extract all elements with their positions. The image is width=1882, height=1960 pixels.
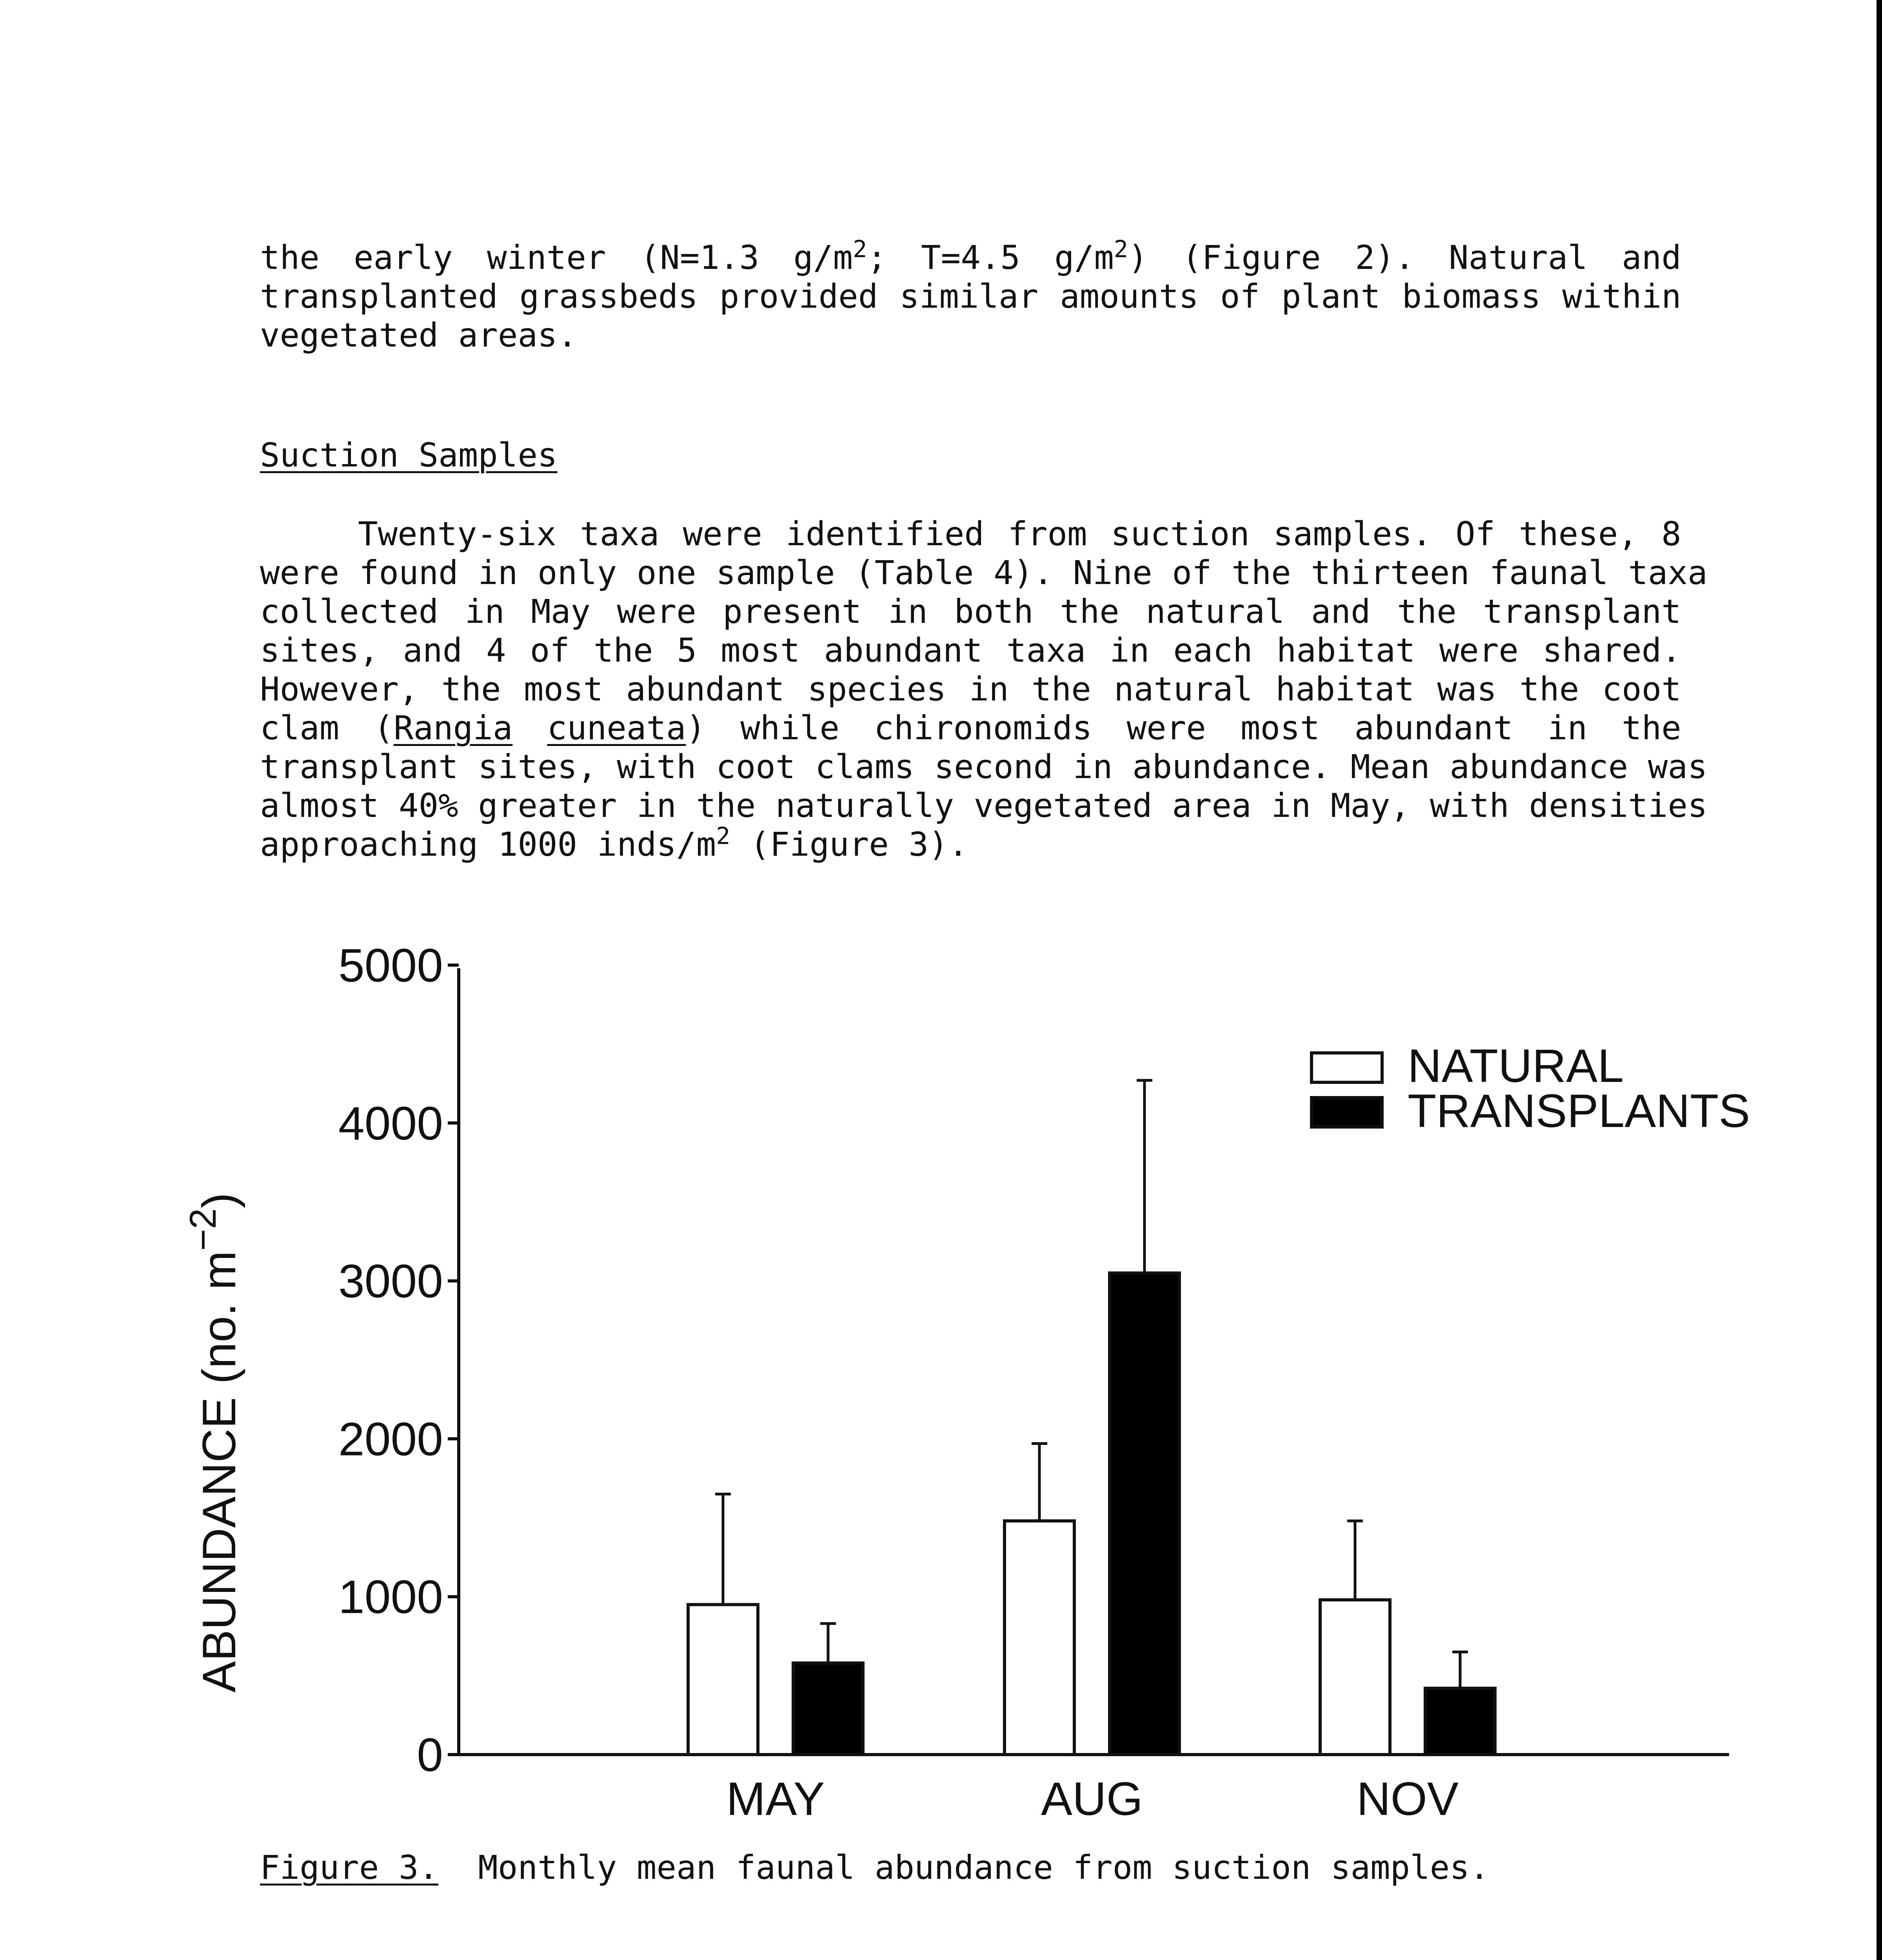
legend [1312,1040,1750,1137]
paragraph-2-line-6: clam (Rangia cuneata) while chironomids were most abundant in the [260,709,1681,747]
figure-caption [260,1848,1490,1887]
bar-transplants-may [793,1663,863,1755]
paragraph-1-line-2: transplanted grassbeds provided similar amounts of plant biomass within [260,277,1681,316]
x-tick-label: NOV [1356,1773,1459,1825]
y-axis [338,939,459,1781]
bars [688,1080,1495,1755]
paragraph-1 [260,238,1681,355]
paragraph-1-line-3: vegetated areas. [260,316,578,354]
legend-swatch-transplants [1312,1098,1382,1127]
paragraph-2-line-2: were found in only one sample (Table 4). Nine of the thirteen faunal taxa [260,554,1708,592]
x-tick-label: AUG [1041,1773,1143,1825]
legend-label-natural: NATURAL [1408,1040,1624,1092]
y-tick-label: 3000 [338,1255,443,1308]
paragraph-2-line-8: almost 40% greater in the naturally vegetated area in May, with densities [260,786,1708,825]
paragraph-2-line-4: sites, and 4 of the 5 most abundant taxa in each habitat were shared. [260,631,1681,670]
bar-natural-aug [1005,1521,1074,1755]
x-tick-label: MAY [726,1773,825,1825]
paragraph-2-line-1: Twenty-six taxa were identified from suction samples. Of these, 8 [358,515,1681,553]
y-tick-label: 0 [417,1729,443,1781]
paragraph-2-line-9: approaching 1000 inds/$m^2$ (Figure 3). [260,822,968,864]
x-tick-labels [726,1773,1459,1825]
y-tick-label: 1000 [338,1571,443,1624]
paragraph-2 [260,515,1708,864]
bar-transplants-nov [1425,1688,1495,1755]
bar-natural-may [688,1604,758,1755]
y-tick-label: 4000 [338,1097,443,1150]
paragraph-2-line-5: However, the most abundant species in the natural habitat was the coot [260,670,1681,708]
bar-natural-nov [1320,1600,1390,1755]
figure-caption-text: Monthly mean faunal abundance from suction samples. [438,1848,1490,1887]
bar-transplants-aug [1110,1273,1179,1755]
legend-swatch-natural [1312,1053,1382,1082]
paragraph-2-line-7: transplant sites, with coot clams second in abundance. Mean abundance was [260,748,1708,786]
paragraph-2-line-3: collected in May were present in both the natural and the transplant [260,592,1681,631]
section-heading: Suction Samples [260,436,558,474]
species-name-genus: Rangia [393,709,513,747]
figure-caption-label: Figure 3. [260,1848,439,1887]
species-name-epithet: cuneata [547,709,686,747]
y-tick-label: 2000 [338,1413,443,1466]
abundance-bar-chart [0,902,1882,1835]
y-ticks [338,939,459,1781]
y-axis-label: ABUNDANCE (no. $m^{-2}$) [182,1192,245,1693]
y-tick-label: 5000 [338,939,443,992]
legend-label-transplants: TRANSPLANTS [1408,1085,1750,1137]
paragraph-1-line-1: the early winter (N=1.3 $g/m^2$; T=4.5 $g/m^2$) (Figure 2). Natural and [260,236,1682,277]
